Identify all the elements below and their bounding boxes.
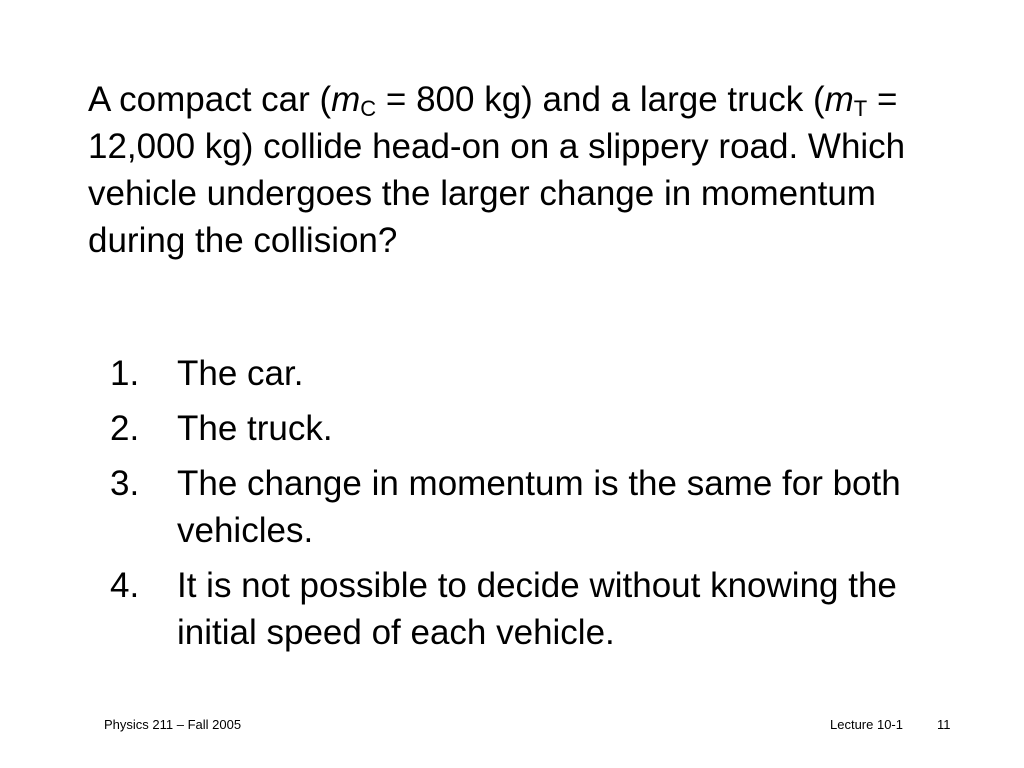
choice-number: 2. <box>110 409 140 448</box>
choice-text: The truck. <box>177 409 333 448</box>
answer-choice-4 <box>110 562 970 656</box>
mass-car-subscript: C <box>360 96 377 121</box>
mass-truck-symbol: m <box>824 80 854 119</box>
answer-choice-3 <box>110 460 970 554</box>
choice-text: It is not possible to decide without knowing the initial speed of each vehicle. <box>177 566 897 652</box>
mass-truck-subscript: T <box>853 96 868 121</box>
mass-car-symbol: m <box>331 80 361 119</box>
footer-lecture: Lecture 10-1 <box>830 717 903 732</box>
choice-text: The change in momentum is the same for both vehicles. <box>177 464 901 550</box>
answer-choice-2 <box>110 405 970 452</box>
answer-choice-1 <box>110 350 970 397</box>
choice-number: 1. <box>110 354 140 393</box>
question-text <box>88 76 948 264</box>
answer-choices <box>110 350 970 664</box>
footer-page-number: 11 <box>937 717 951 732</box>
choice-text: The car. <box>177 354 304 393</box>
footer-course: Physics 211 – Fall 2005 <box>104 717 242 732</box>
choice-number: 4. <box>110 566 140 605</box>
question-part-2: = 800 kg) and a large truck ( <box>376 80 825 119</box>
choice-number: 3. <box>110 464 140 503</box>
question-part-3: = 12,000 kg) collide head-on on a slippery road. Which vehicle undergoes the larger change in momentum during the collision? <box>88 80 906 260</box>
question-part-1: A compact car ( <box>88 80 332 119</box>
